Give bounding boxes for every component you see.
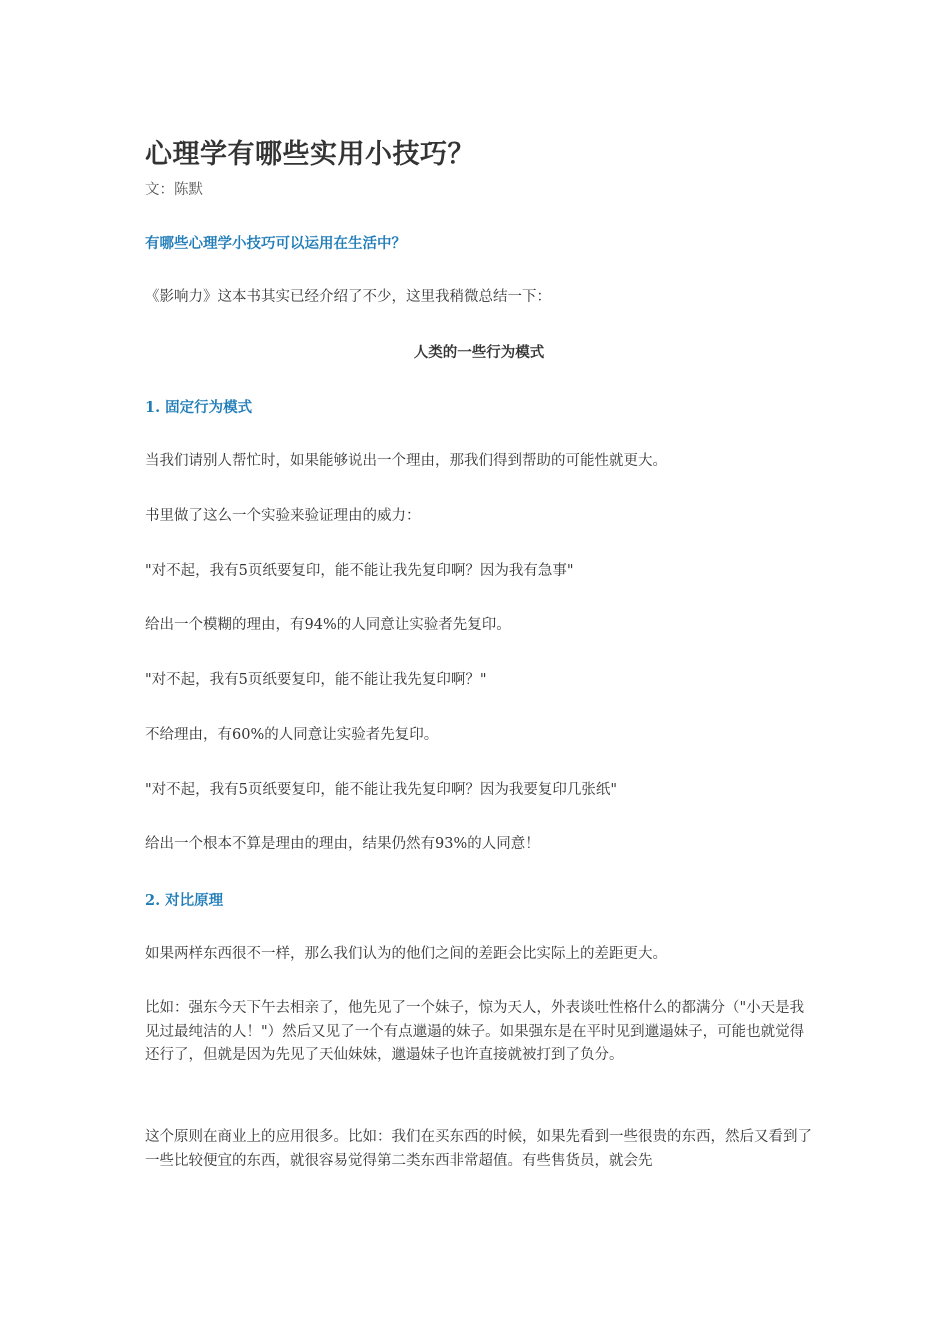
article-title: 心理学有哪些实用小技巧？ [145,139,475,170]
paragraph: 给出一个模糊的理由，有94%的人同意让实验者先复印。 [145,617,511,633]
quote-paragraph: "对不起，我有5页纸要复印，能不能让我先复印啊？" [145,672,487,688]
section-title: 人类的一些行为模式 [413,344,545,361]
heading-contrast-principle: 2. 对比原理 [145,892,224,909]
article-author: 文：陈默 [145,182,203,198]
paragraph: 给出一个根本不算是理由的理由，结果仍然有93%的人同意！ [145,836,540,852]
paragraph: 不给理由，有60%的人同意让实验者先复印。 [145,727,439,743]
heading-fixed-action-pattern: 1. 固定行为模式 [145,399,253,416]
quote-paragraph: "对不起，我有5页纸要复印，能不能让我先复印啊？因为我有急事" [145,563,574,579]
intro-paragraph: 《影响力》这本书其实已经介绍了不少，这里我稍微总结一下： [145,289,551,305]
paragraph: 比如：强东今天下午去相亲了，他先见了一个妹子，惊为天人，外表谈吐性格什么的都满分（"小天是我见过最纯洁的人！"）然后又见了一个有点邋遢的妹子。如果强东是在平时见到邋遢妹子，可能也就觉得还行了，但就是因为先见了天仙妹妹，邋遢妹子也许直接就被打到了负分。 [145,1000,805,1063]
paragraph: 当我们请别人帮忙时，如果能够说出一个理由，那我们得到帮助的可能性就更大。 [145,453,667,469]
paragraph: 书里做了这么一个实验来验证理由的威力： [145,508,421,524]
question-heading: 有哪些心理学小技巧可以运用在生活中？ [145,235,406,252]
paragraph: 这个原则在商业上的应用很多。比如：我们在买东西的时候，如果先看到一些很贵的东西，然后又看到了一些比较便宜的东西，就很容易觉得第二类东西非常超值。有些售货员，就会先 [145,1129,812,1169]
quote-paragraph: "对不起，我有5页纸要复印，能不能让我先复印啊？因为我要复印几张纸" [145,782,618,798]
paragraph: 如果两样东西很不一样，那么我们认为的他们之间的差距会比实际上的差距更大。 [145,946,667,962]
